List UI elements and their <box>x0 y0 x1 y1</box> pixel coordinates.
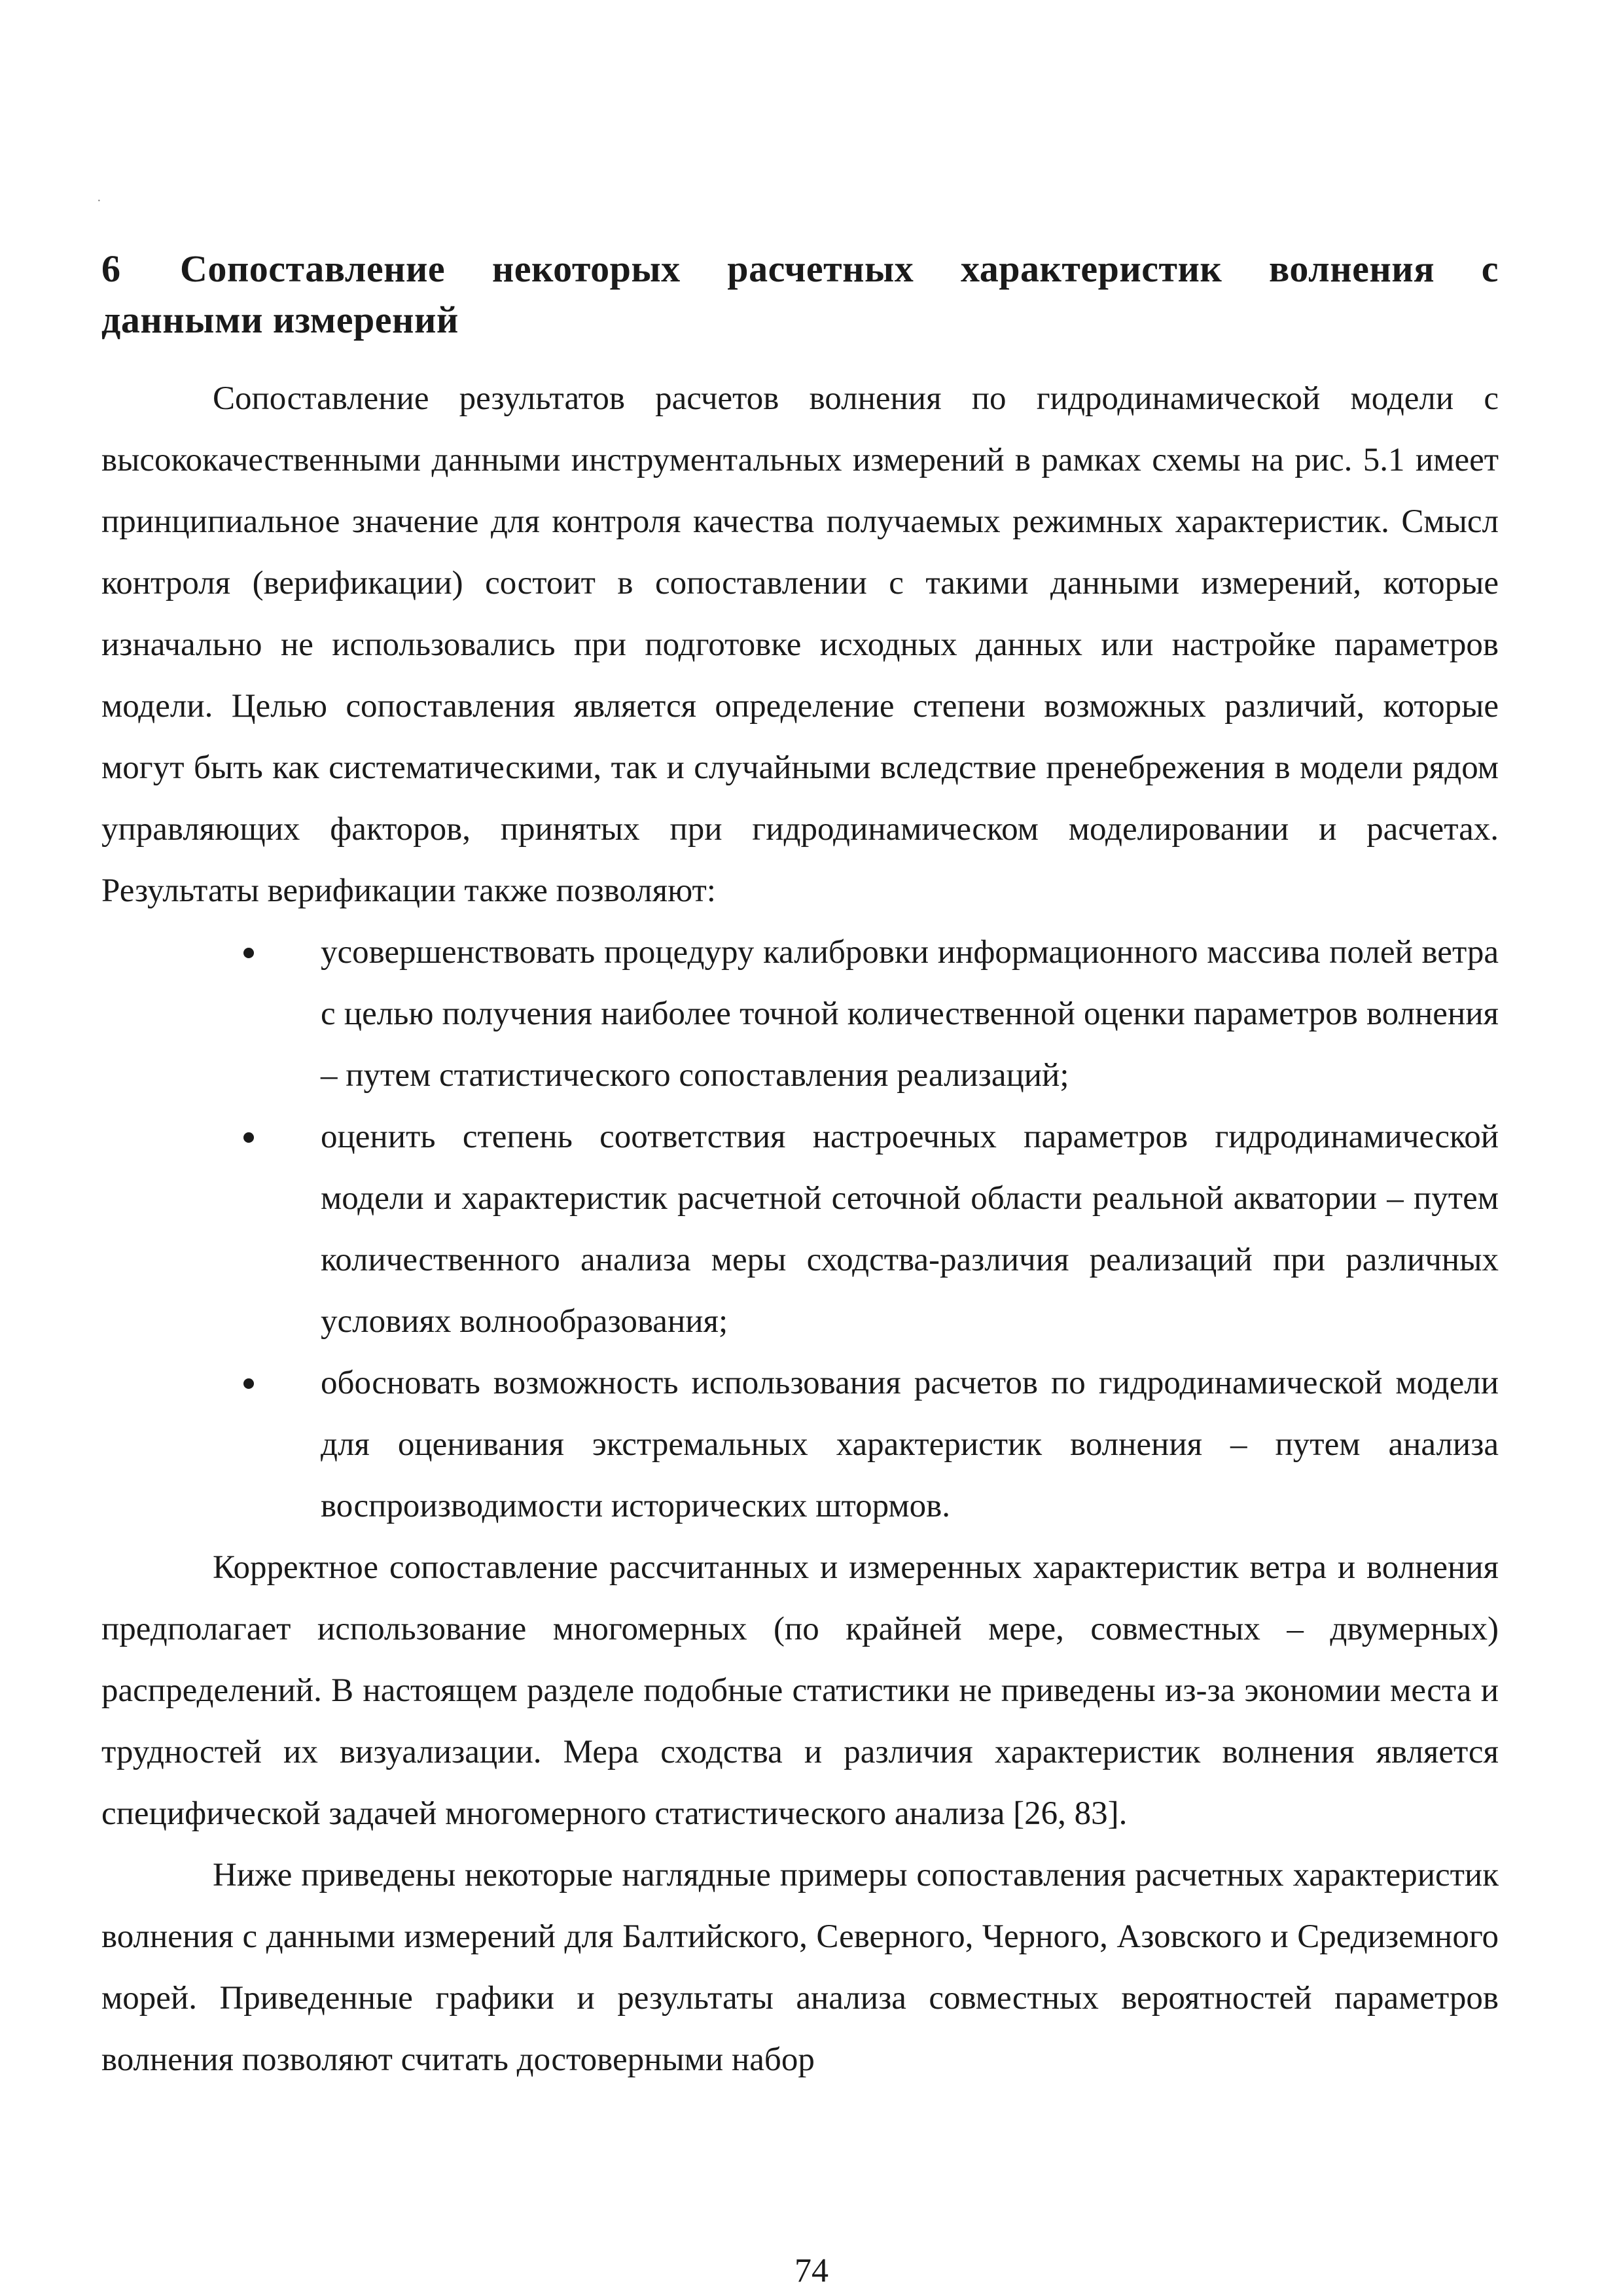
paragraph-comparison: Корректное сопоставление рассчитанных и измеренных характеристик ветра и волнения предполагает использование многомерных (по крайней мере, совместных – двумерных) распределений. В настоящем разделе подобные статистики не приведены из-за экономии места и трудностей их визуализации. Мера сходства и различия характеристик волнения является специфической задачей многомерного статистического анализа [26, 83]. <box>101 1549 1499 1832</box>
bullet-text: обосновать возможность использования расчетов по гидродинамической модели для оценивания экстремальных характеристик волнения – путем анализа воспроизводимости исторических штормов. <box>321 1365 1499 1524</box>
section-number: 6 <box>101 247 121 290</box>
bullet-dot-icon <box>243 1132 254 1143</box>
paragraph-intro: Сопоставление результатов расчетов волнения по гидродинамической модели с высококачественными данными инструментальных измерений в рамках схемы на рис. 5.1 имеет принципиальное значение для контроля качества получаемых режимных характеристик. Смысл контроля (верификации) состоит в сопоставлении с такими данными измерений, которые изначально не использовались при подготовке исходных данных или настройке параметров модели. Целью сопоставления является определение степени возможных различий, которые могут быть как систематическими, так и случайными вследствие пренебрежения в модели рядом управляющих факторов, принятых при гидродинамическом моделировании и расчетах. Результаты верификации также позволяют: <box>101 380 1499 909</box>
bullet-item <box>101 1352 1499 1537</box>
bullet-item <box>101 922 1499 1106</box>
bullet-text: усовершенствовать процедуру калибровки информационного массива полей ветра с целью получения наиболее точной количественной оценки параметров волнения – путем статистического сопоставления реализаций; <box>321 934 1499 1094</box>
bullet-dot-icon <box>243 948 254 958</box>
section-title-line2: данными измерений <box>101 298 459 341</box>
section-heading <box>101 243 1499 346</box>
bullet-text: оценить степень соответствия настроечных параметров гидродинамической модели и характеристик расчетной сеточной области реальной акватории – путем количественного анализа меры сходства-различия реализаций при различных условиях волнообразования; <box>321 1119 1499 1340</box>
page-number: 74 <box>794 2252 829 2289</box>
bullet-dot-icon <box>243 1378 254 1389</box>
paragraph-examples: Ниже приведены некоторые наглядные примеры сопоставления расчетных характеристик волнения с данными измерений для Балтийского, Северного, Черного, Азовского и Средиземного морей. Приведенные графики и результаты анализа совместных вероятностей параметров волнения позволяют считать достоверными набор <box>101 1857 1499 2078</box>
bullet-item <box>101 1106 1499 1352</box>
scan-speck: · <box>97 194 101 208</box>
section-heading-line1 <box>101 243 1499 295</box>
body-text <box>101 368 1499 2090</box>
section-title-line1: Сопоставление некоторых расчетных характеристик волнения с <box>180 247 1499 290</box>
bullet-list <box>101 922 1499 1537</box>
